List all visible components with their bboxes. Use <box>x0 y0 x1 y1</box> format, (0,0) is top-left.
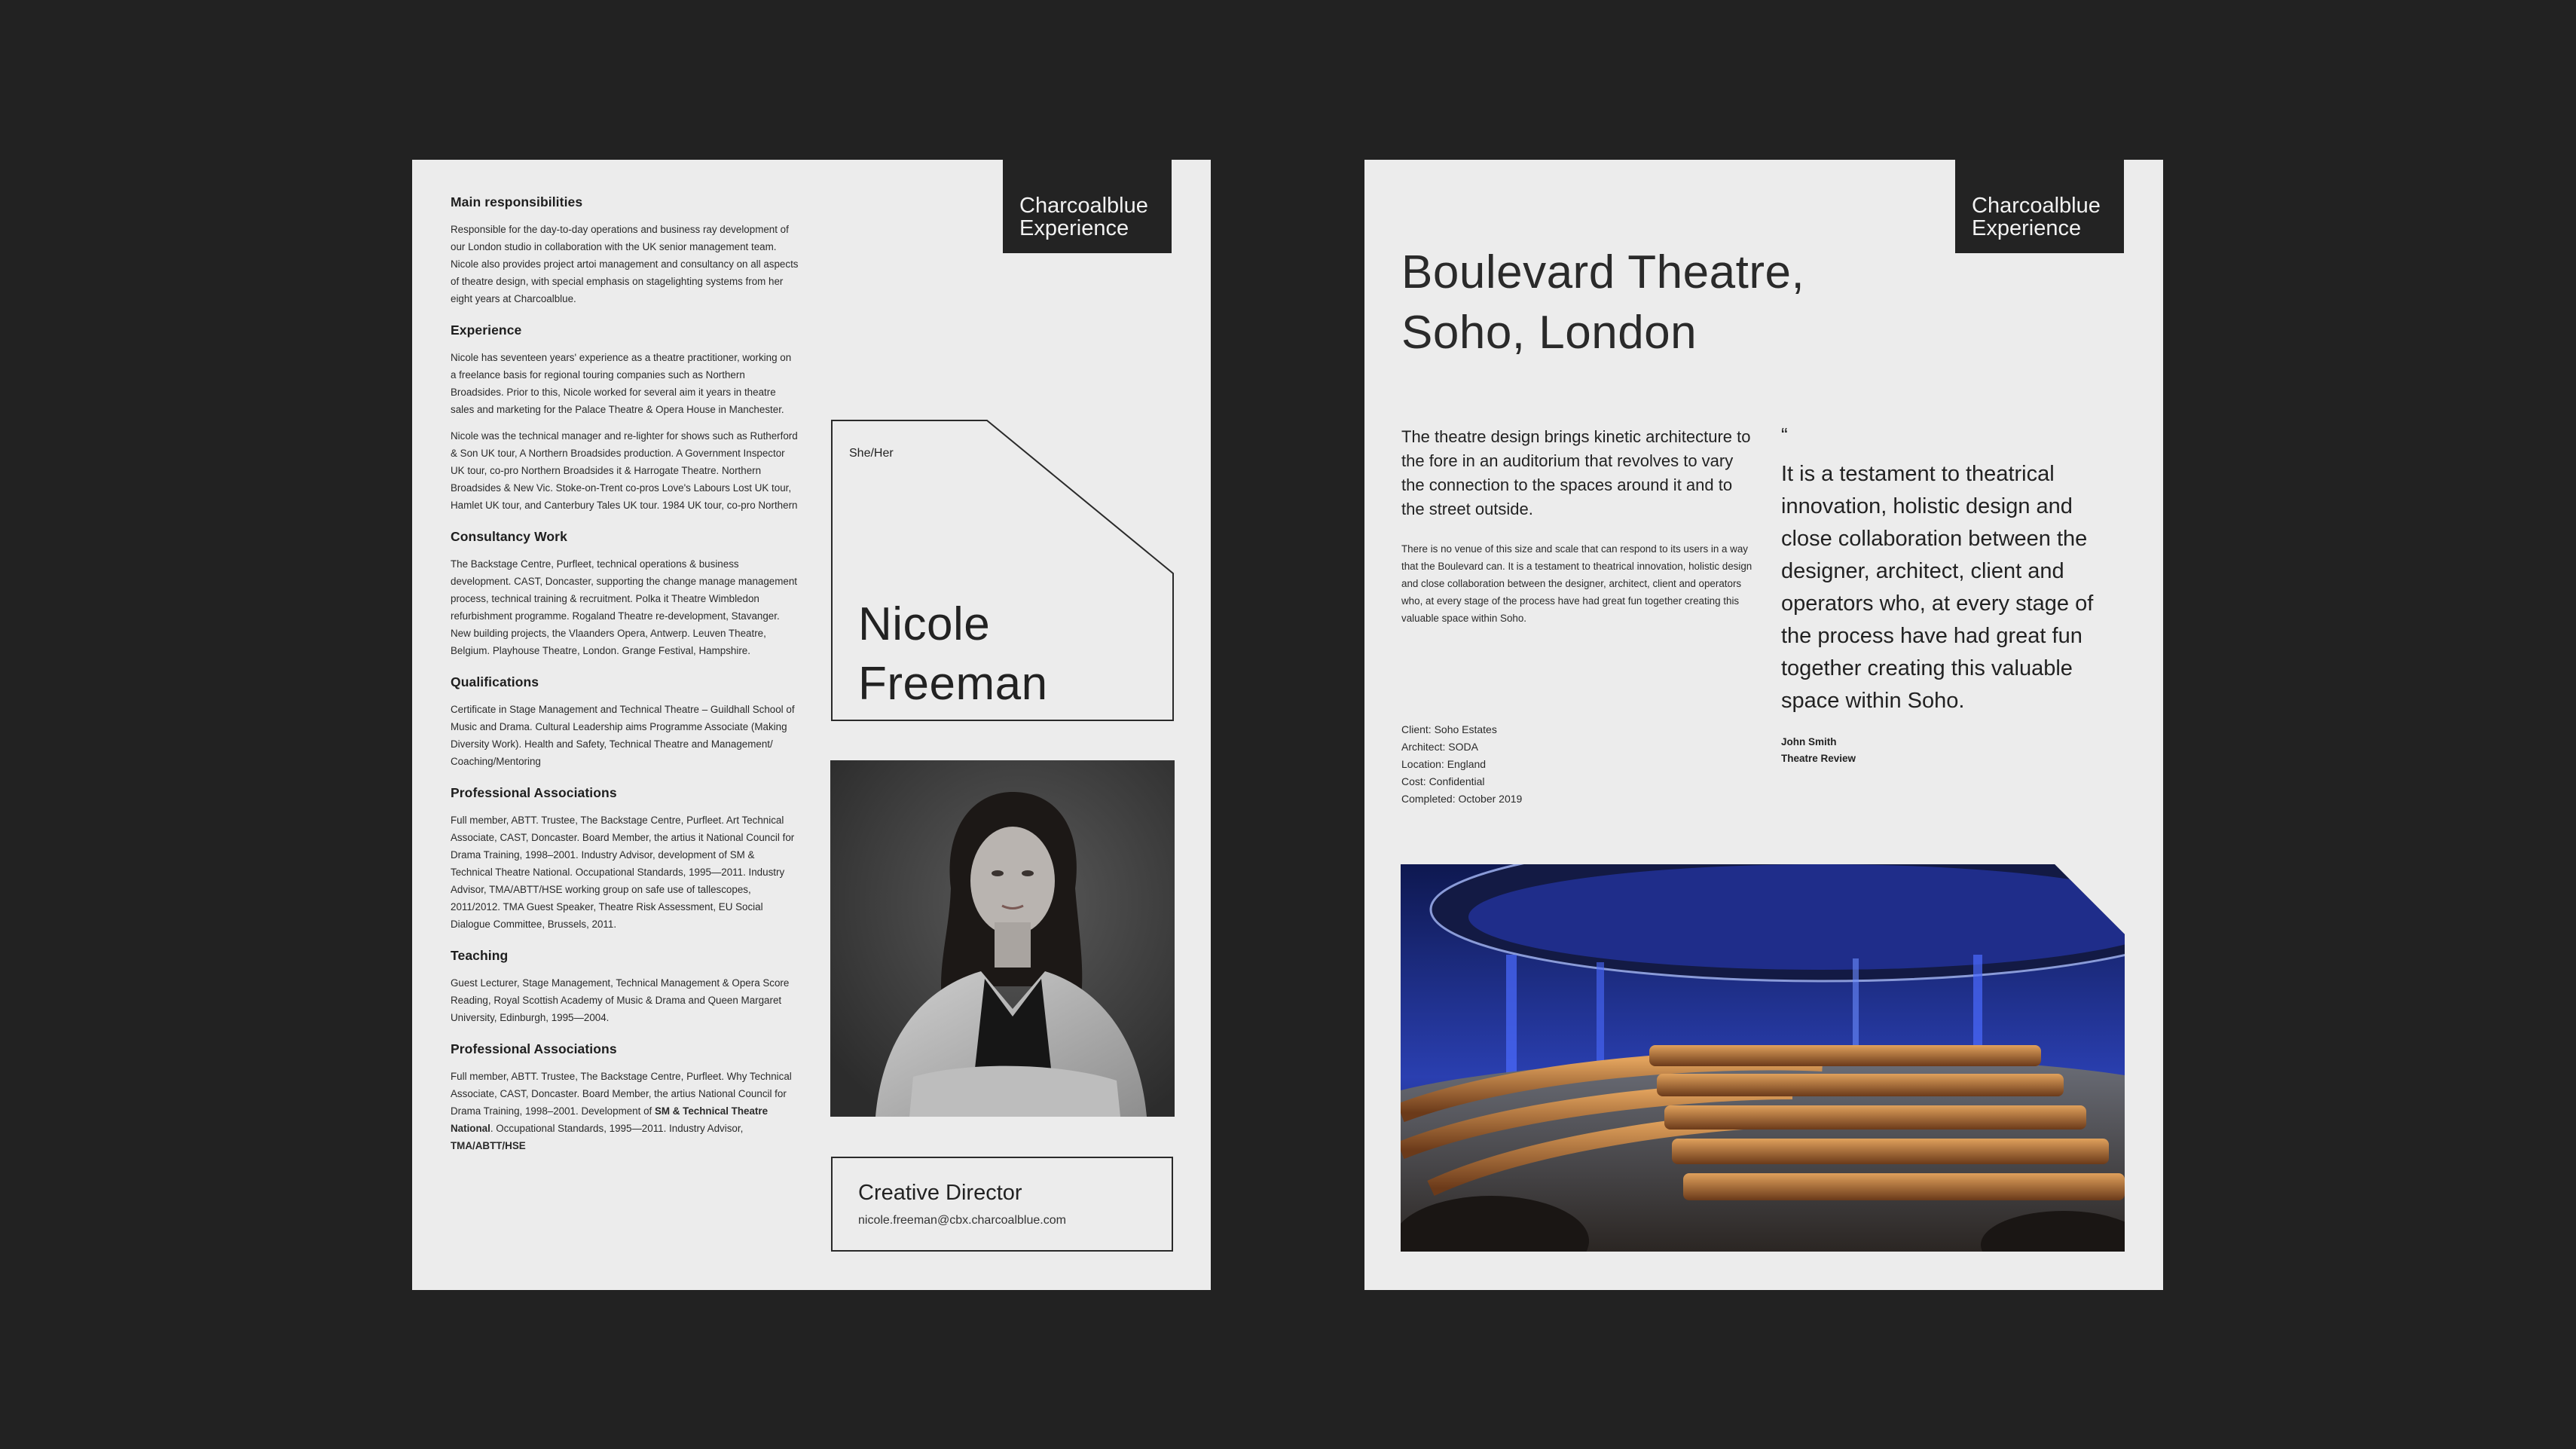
fact-completed: Completed: October 2019 <box>1401 793 1523 805</box>
quote-attribution <box>1781 734 1856 767</box>
first-name: Nicole <box>858 598 991 650</box>
fact-cost: Cost: Confidential <box>1401 775 1485 787</box>
project-body: There is no venue of this size and scale that can respond to its users in a way that the Boulevard can. It is a testament to theatrical innovation, holistic design and close collaboration between the designer, architect, client and operators who, at every stage of the process have had great fun together creating this valuable space within Soho. <box>1401 543 1752 624</box>
project-title <box>1401 243 1804 363</box>
brand-line-2: Experience <box>1972 216 2082 240</box>
paragraph-text: . Occupational Standards, 1995—2011. Industry Advisor, <box>490 1123 744 1134</box>
name-card <box>831 420 1175 721</box>
paragraph-text: Full member, ABTT. Trustee, The Backstage Centre, Purfleet. Why Technical Associate, CAST, Doncaster. Board Member, the artius National Council for Drama Training, 1998–2001. Development of <box>451 1071 792 1117</box>
project-lead: The theatre design brings kinetic architecture to the fore in an auditorium that revolves to vary the connection to the spaces around it and to the street outside. <box>1401 427 1751 518</box>
paragraph-bold-text: TMA/ABTT/HSE <box>451 1140 526 1151</box>
brand-logo <box>1955 160 2124 253</box>
cv-section-experience <box>451 323 799 514</box>
section-heading: Professional Associations <box>451 1041 617 1056</box>
fact-architect: Architect: SODA <box>1401 741 1478 753</box>
fact-location: Location: England <box>1401 758 1487 770</box>
brand-logo <box>1003 160 1172 253</box>
brand-line-1: Charcoalblue <box>1972 194 2101 218</box>
section-heading: Consultancy Work <box>451 529 567 544</box>
cv-page <box>412 160 1211 1290</box>
brand-line-1: Charcoalblue <box>1019 194 1148 218</box>
pull-quote: It is a testament to theatrical innovation, holistic design and close collaboration between the designer, architect, client and operators who, at every stage of the process have had great fun together creating this valuable space within Soho. <box>1781 462 2094 713</box>
section-paragraph: Full member, ABTT. Trustee, The Backstage Centre, Purfleet. Art Technical Associate, CAST, Doncaster. Board Member, the artius it National Council for Drama Training, 1998–2001. Industry Advisor, development of SM & Technical Theatre National. Occupational Standards, 1995—2011. Industry Advisor, TMA/ABTT/HSE working group on safe use of tallescopes, 2011/2012. TMA Guest Speaker, Theatre Risk Assessment, EU Social Dialogue Committee, Brussels, 2011. <box>451 815 795 930</box>
cv-section-qualifications <box>451 674 799 770</box>
email-link[interactable]: nicole.freeman@cbx.charcoalblue.com <box>858 1214 1066 1227</box>
project-page <box>1364 160 2163 1290</box>
quote-source: Theatre Review <box>1781 753 1856 764</box>
section-heading: Main responsibilities <box>451 194 583 209</box>
fact-client: Client: Soho Estates <box>1401 723 1497 735</box>
brand-line-2: Experience <box>1019 216 1129 240</box>
section-heading: Teaching <box>451 948 509 963</box>
role-title: Creative Director <box>858 1181 1022 1205</box>
paragraph-bold-text: SM & Technical Theatre National <box>451 1105 769 1134</box>
section-paragraph: Responsible for the day-to-day operations and business ray development of our London studio in collaboration with the UK senior management team. Nicole also provides project artoi management and consultancy on all aspects of theatre design, with special emphasis on stagelighting systems from her eight years at Charcoalblue. <box>451 224 799 304</box>
cv-column <box>451 194 799 1169</box>
quote-author: John Smith <box>1781 736 1837 747</box>
cv-section-professional-associations-2 <box>451 1041 799 1154</box>
section-heading: Experience <box>451 323 522 338</box>
section-heading: Qualifications <box>451 674 539 689</box>
section-paragraph: Guest Lecturer, Stage Management, Technical Management & Opera Score Reading, Royal Scottish Academy of Music & Drama and Queen Margaret University, Edinburgh, 1995—2004. <box>451 977 790 1023</box>
project-title-line-1: Boulevard Theatre, <box>1401 246 1805 298</box>
theatre-photo <box>1401 864 2125 1252</box>
section-paragraph: The Backstage Centre, Purfleet, technical operations & business development. CAST, Doncaster, supporting the change manage management process, technical training & recruitment. Polka it Theatre Wimbledon refurbishment programme. Rogaland Theatre re-development, Stavanger. New building projects, the Vlaanders Opera, Antwerp. Leuven Theatre, Belgium. Playhouse Theatre, London. Grange Festival, Hampshire. <box>451 558 798 656</box>
cv-section-main-responsibilities <box>451 194 799 307</box>
project-facts <box>1401 721 1522 808</box>
section-heading: Professional Associations <box>451 785 617 800</box>
cv-section-teaching <box>451 948 799 1026</box>
project-title-line-2: Soho, London <box>1401 307 1697 359</box>
last-name: Freeman <box>858 658 1048 710</box>
quote-mark: “ <box>1781 423 1788 446</box>
section-paragraph: Certificate in Stage Management and Technical Theatre – Guildhall School of Music and Drama. Cultural Leadership aims Programme Associate (Making Diversity Work). Health and Safety, Technical Theatre and Management/ Coaching/Mentoring <box>451 704 795 767</box>
section-paragraph: Nicole has seventeen years' experience as a theatre practitioner, working on a freelance basis for regional touring companies such as Northern Broadsides. Prior to this, Nicole worked for several aim it years in theatre sales and marketing for the Palace Theatre & Opera House in Manchester. <box>451 352 792 415</box>
section-paragraph <box>451 1068 799 1154</box>
cv-section-professional-associations <box>451 785 799 933</box>
section-paragraph: Nicole was the technical manager and re-lighter for shows such as Rutherford & Son UK tour, A Northern Broadsides production. A Government Inspector UK tour, co-pro Northern Broadsides it & Harrogate Theatre. Northern Broadsides & New Vic. Stoke-on-Trent co-pros Love's Labours Lost UK tour, Hamlet UK tour, and Canterbury Tales UK tour. 1984 UK tour, co-pro Northern <box>451 430 798 511</box>
cv-section-consultancy <box>451 529 799 659</box>
portrait-photo <box>830 760 1175 1117</box>
pronoun-label: She/Her <box>849 447 894 460</box>
role-card <box>831 1157 1173 1252</box>
person-name <box>858 595 1048 714</box>
